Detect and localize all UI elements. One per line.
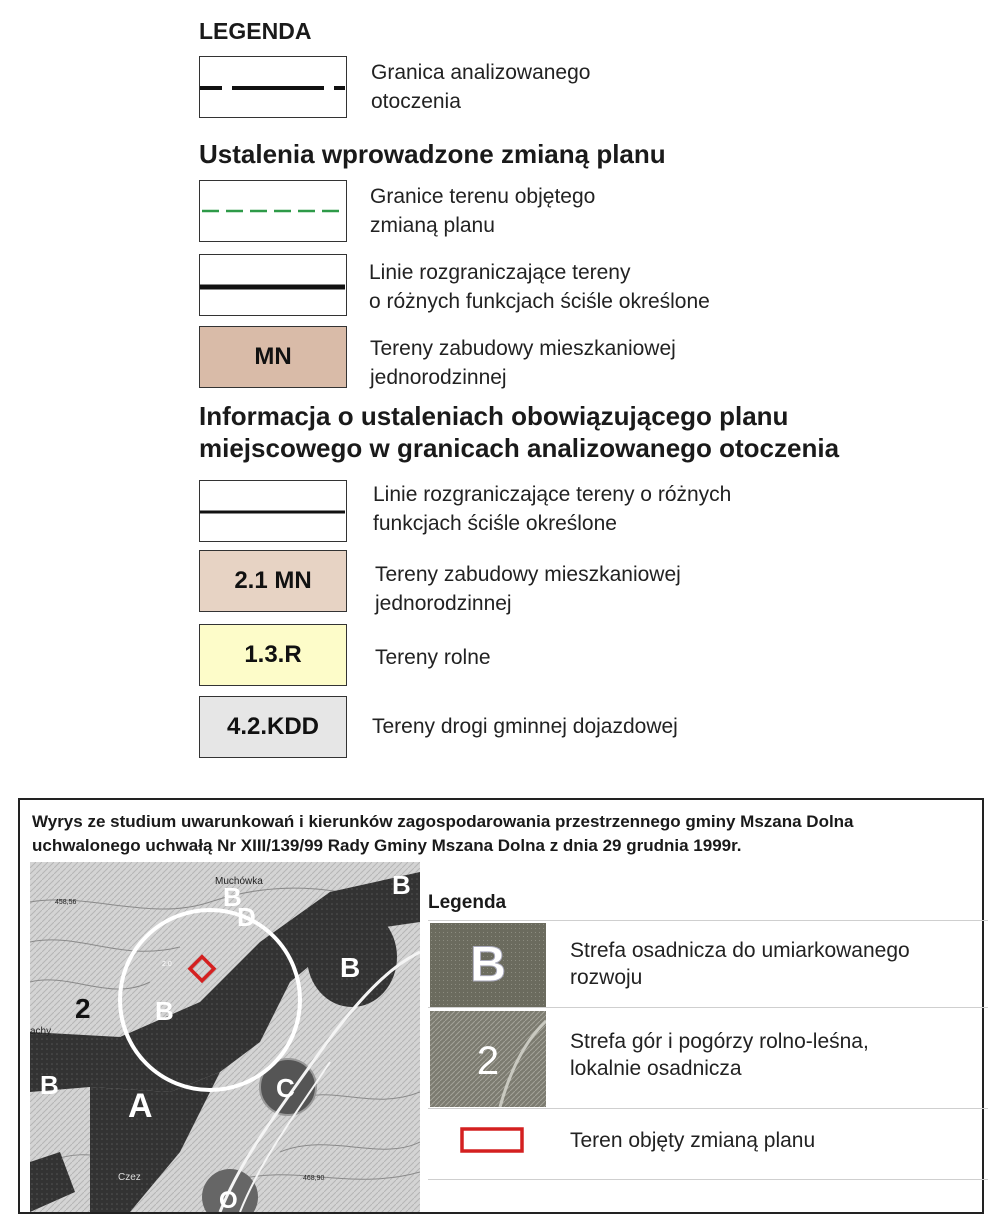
legend-symbol-green-boundary — [199, 180, 347, 242]
map-label-b3: B — [340, 952, 361, 983]
map-label-muchowka: Muchówka — [215, 876, 263, 887]
sample-b-icon — [430, 923, 546, 1007]
map-label-c: C — [276, 1073, 295, 1103]
map-label-a: A — [128, 1087, 153, 1125]
map-label-czeza: Czez — [118, 1172, 141, 1183]
study-legend-row-3 — [428, 1108, 988, 1180]
legend-swatch-1-3-r: 1.3.R — [199, 624, 347, 686]
map-label-achy: achy — [30, 1026, 52, 1037]
section2-item-1-desc: Linie rozgraniczające tereny o różnych funkcjach ściśle określone — [373, 483, 732, 535]
section1-item-1-desc: Granice terenu objętego zmianą planu — [370, 185, 596, 237]
study-legend-row-1 — [428, 920, 988, 1008]
svg-text:B: B — [469, 936, 507, 992]
svg-text:2: 2 — [476, 1039, 500, 1083]
map-label-b5: B — [40, 1070, 59, 1100]
section2-item-3-desc: Tereny rolne — [375, 646, 491, 669]
map-label-b4: B — [155, 996, 174, 1026]
legend-symbol-thick-line — [199, 254, 347, 316]
legend-title: LEGENDA — [199, 18, 312, 44]
legend-swatch-2-1-mn: 2.1 MN — [199, 550, 347, 612]
map-label-b2: B — [392, 870, 411, 900]
map-elev-1: 458,56 — [55, 899, 77, 906]
section1-title: Ustalenia wprowadzone zmianą planu — [199, 139, 666, 169]
section2-title: Informacja o ustaleniach obowiązującego planu miejscowego w granicach analizowanego otoczenia — [199, 401, 840, 463]
legend-boundary-desc: Granica analizowanego otoczenia — [371, 61, 591, 113]
section1-item-3-desc: Tereny zabudowy mieszkaniowej jednorodzinnej — [370, 337, 676, 389]
legend-symbol-boundary — [199, 56, 347, 118]
study-map — [30, 862, 420, 1212]
legend-symbol-thin-line — [199, 480, 347, 542]
study-legend-row-1-text: Strefa osadnicza do umiarkowanego rozwoju — [570, 939, 910, 989]
map-elev-3: 2.0 — [162, 961, 172, 968]
study-legend-row-3-text: Teren objęty zmianą planu — [570, 1129, 816, 1152]
map-label-b1: B — [223, 882, 242, 912]
study-legend-row-2 — [428, 1007, 988, 1109]
sample-2-icon — [430, 1011, 546, 1107]
study-legend-title: Legenda — [428, 892, 507, 913]
legend-swatch-4-2-kdd: 4.2.KDD — [199, 696, 347, 758]
map-elev-2: 468,90 — [303, 1175, 325, 1182]
section1-item-2-desc: Linie rozgraniczające tereny o różnych funkcjach ściśle określone — [369, 261, 710, 313]
study-legend-row-2-text: Strefa gór i pogórzy rolno-leśna, lokalnie osadnicza — [570, 1030, 869, 1080]
map-label-d: D — [237, 902, 256, 932]
map-label-2: 2 — [75, 993, 91, 1024]
study-heading: Wyrys ze studium uwarunkowań i kierunków zagospodarowania przestrzennego gminy Mszana Dolna uchwalonego uchwałą Nr XIII/139/99 Rady Gminy Mszana Dolna z dnia 29 grudnia 1999r. — [32, 812, 854, 855]
section2-item-4-desc: Tereny drogi gminnej dojazdowej — [372, 715, 678, 738]
legend-swatch-mn: MN — [199, 326, 347, 388]
change-area-swatch-icon — [430, 1125, 546, 1155]
section2-item-2-desc: Tereny zabudowy mieszkaniowej jednorodzinnej — [375, 563, 681, 615]
map-label-o: O — [219, 1187, 238, 1212]
